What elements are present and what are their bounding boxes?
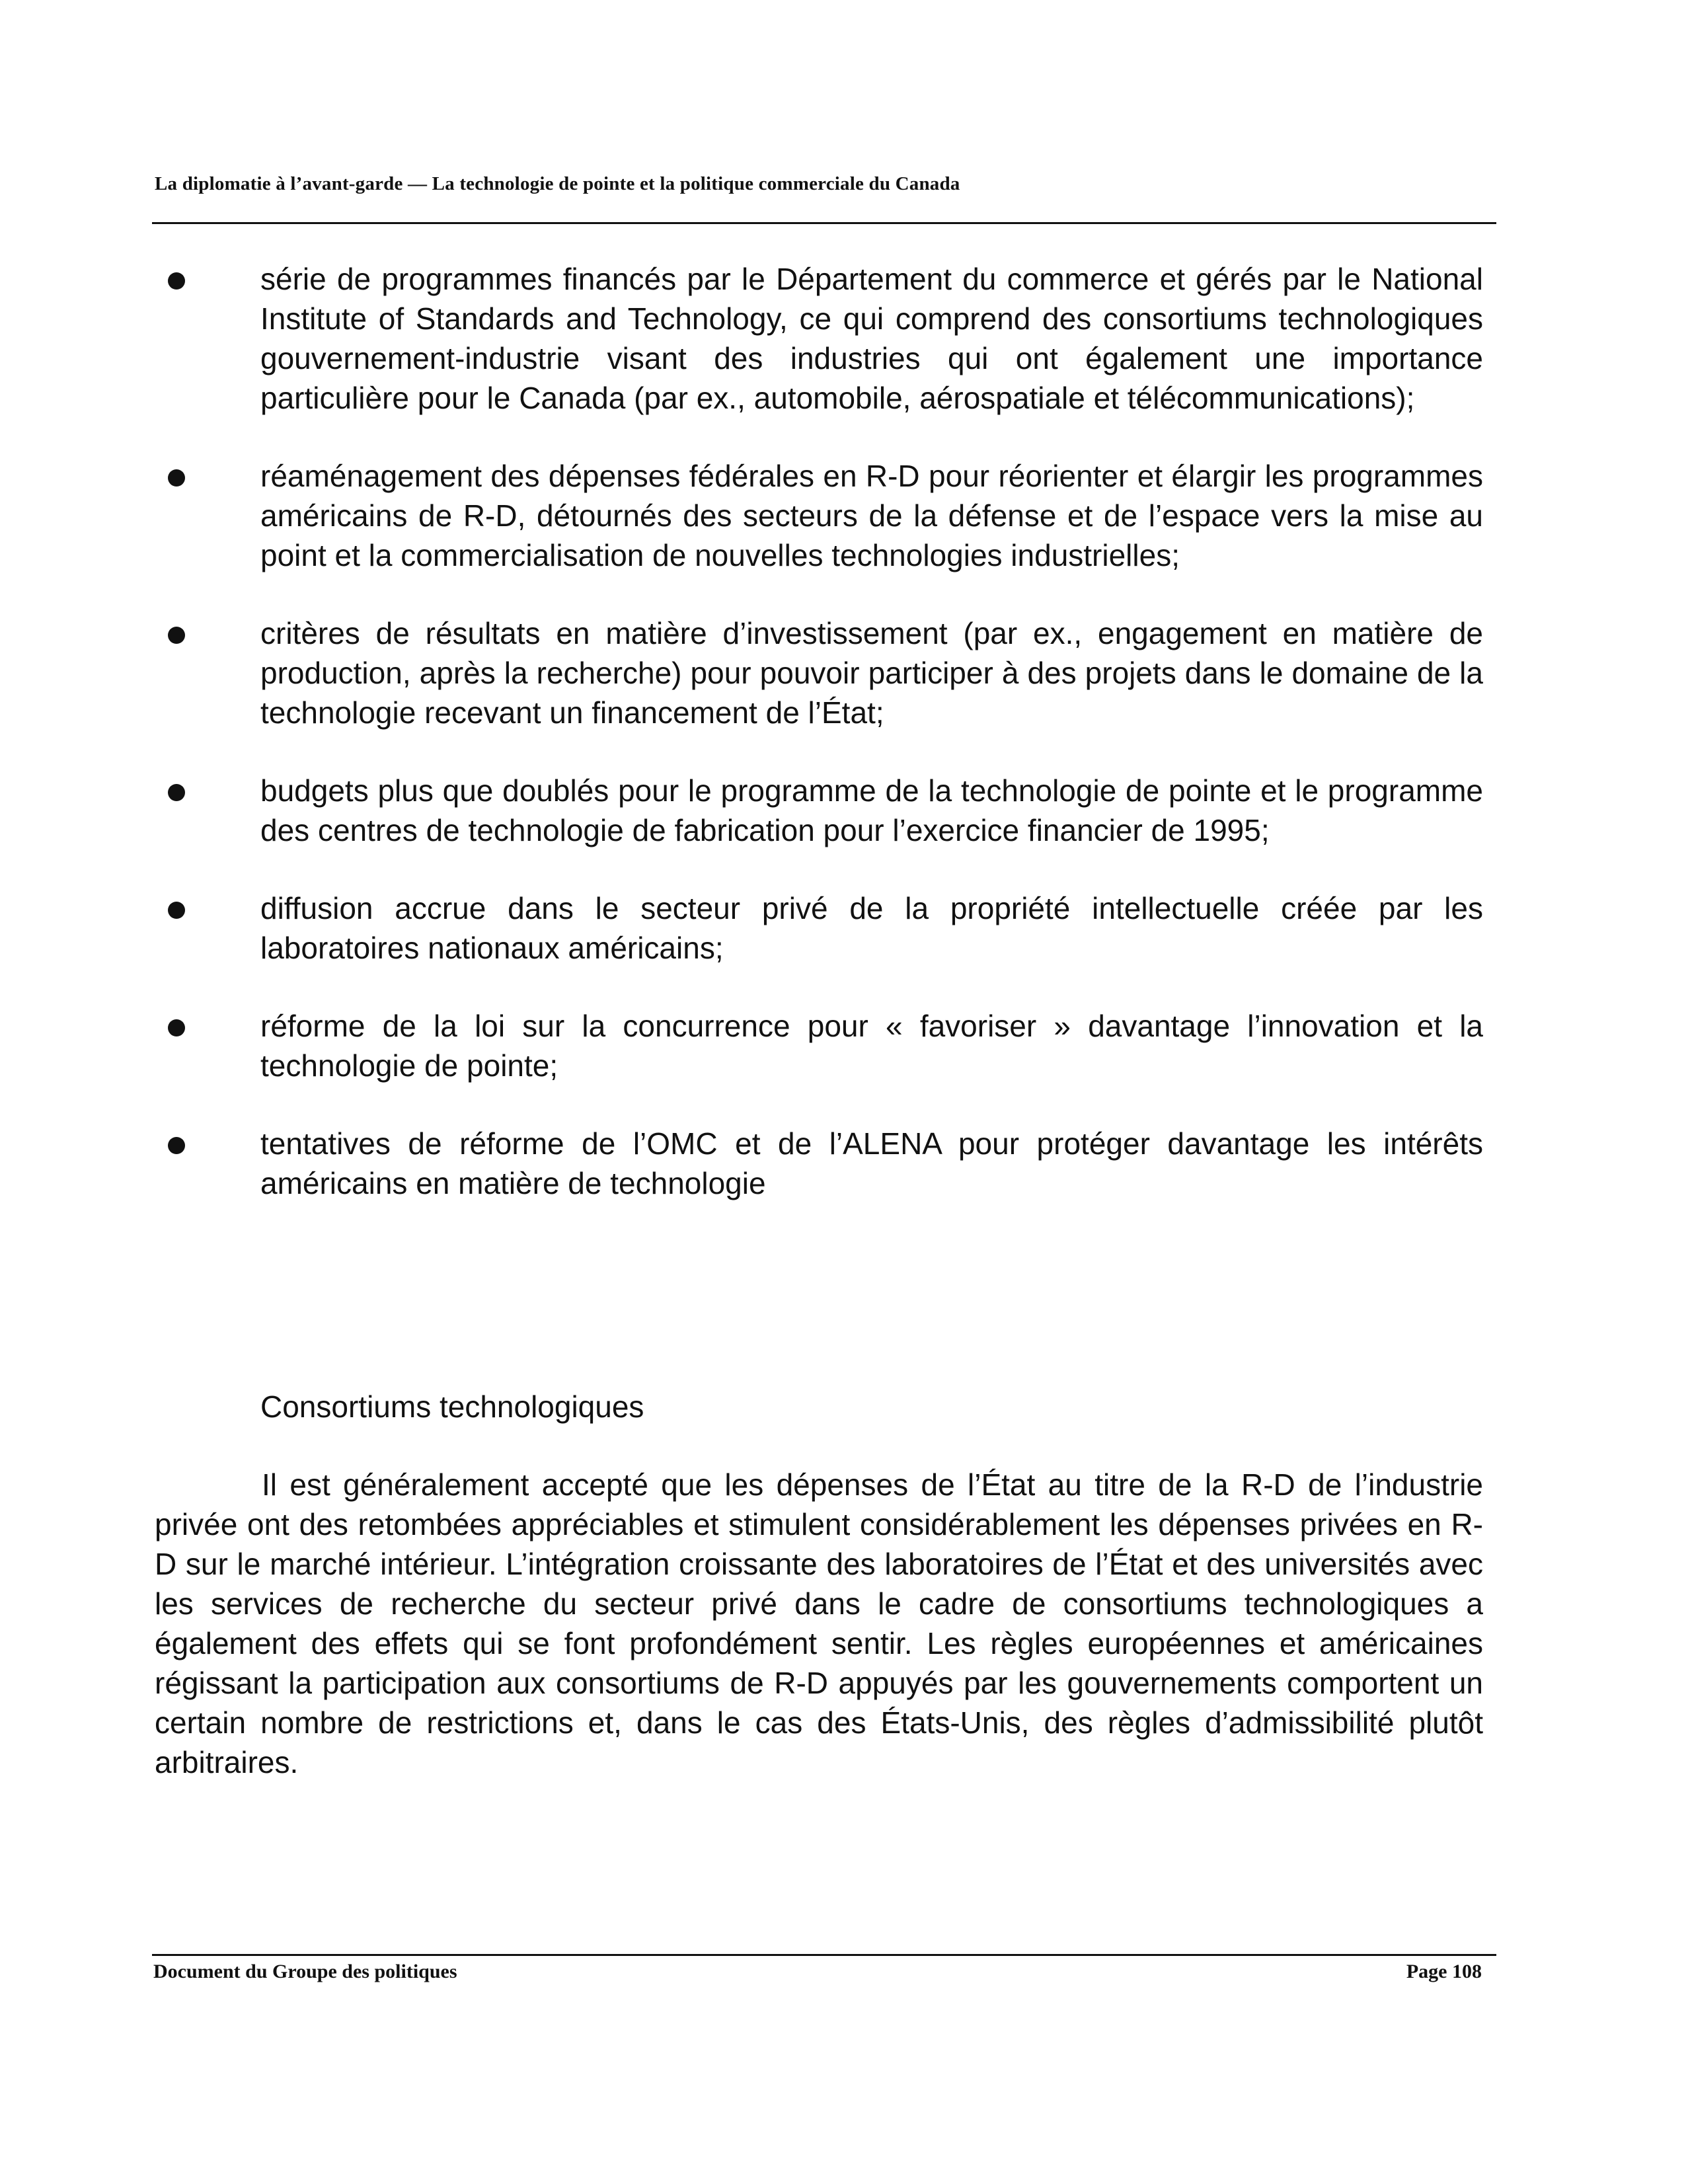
footer-rule <box>152 1954 1496 1956</box>
list-item <box>155 259 1483 418</box>
body-paragraph: Il est généralement accepté que les dépenses de l’État au titre de la R-D de l’industrie privée ont des retombées appréciables et stimulent considérablement les dépenses privées en R-D sur le marché intérieur. L’intégration croissante des laboratoires de l’État et des universités avec les services de recherche du secteur privé dans le cadre de consortiums technologiques a également des effets qui se font profondément sentir. Les règles européennes et américaines régissant la participation aux consortiums de R-D appuyés par les gouvernements comportent un certain nombre de restrictions et, dans le cas des États-Unis, des règles d’admissibilité plutôt arbitraires. <box>155 1467 1483 1779</box>
list-item-text: budgets plus que doublés pour le programme de la technologie de pointe et le programme des centres de technologie de fabrication pour l’exercice financier de 1995; <box>260 773 1483 847</box>
running-header: La diplomatie à l’avant-garde — La technologie de pointe et la politique commerciale du Canada <box>155 173 960 194</box>
list-item <box>155 613 1483 732</box>
bullet-icon <box>168 784 185 801</box>
bullet-icon <box>168 272 185 290</box>
list-item <box>155 1124 1483 1203</box>
bullet-list <box>155 259 1483 1241</box>
list-item-text: tentatives de réforme de l’OMC et de l’ALENA pour protéger davantage les intérêts américains en matière de technologie <box>260 1126 1483 1200</box>
bullet-icon <box>168 1137 185 1154</box>
section-heading: Consortiums technologiques <box>260 1389 644 1424</box>
list-item <box>155 1006 1483 1085</box>
list-item <box>155 888 1483 968</box>
bullet-icon <box>168 1019 185 1036</box>
list-item <box>155 456 1483 575</box>
list-item-text: réforme de la loi sur la concurrence pour « favoriser » davantage l’innovation et la technologie de pointe; <box>260 1009 1483 1083</box>
list-item-text: critères de résultats en matière d’investissement (par ex., engagement en matière de production, après la recherche) pour pouvoir participer à des projets dans le domaine de la technologie recevant un financement de l’État; <box>260 616 1483 730</box>
list-item-text: série de programmes financés par le Département du commerce et gérés par le National Institute of Standards and Technology, ce qui comprend des consortiums technologiques gouvernement-industrie visant des industries qui ont également une importance particulière pour le Canada (par ex., automobile, aérospatiale et télécommunications); <box>260 262 1483 415</box>
header-rule <box>152 222 1496 224</box>
bullet-icon <box>168 902 185 919</box>
page-number: Page 108 <box>1406 1961 1482 1982</box>
bullet-icon <box>168 469 185 487</box>
list-item-text: réaménagement des dépenses fédérales en R-D pour réorienter et élargir les programmes américains de R-D, détournés des secteurs de la défense et de l’espace vers la mise au point et la commercialisation de nouvelles technologies industrielles; <box>260 459 1483 572</box>
list-item-text: diffusion accrue dans le secteur privé de la propriété intellectuelle créée par les laboratoires nationaux américains; <box>260 891 1483 965</box>
list-item <box>155 771 1483 850</box>
footer-source: Document du Groupe des politiques <box>153 1961 457 1982</box>
bullet-icon <box>168 627 185 644</box>
